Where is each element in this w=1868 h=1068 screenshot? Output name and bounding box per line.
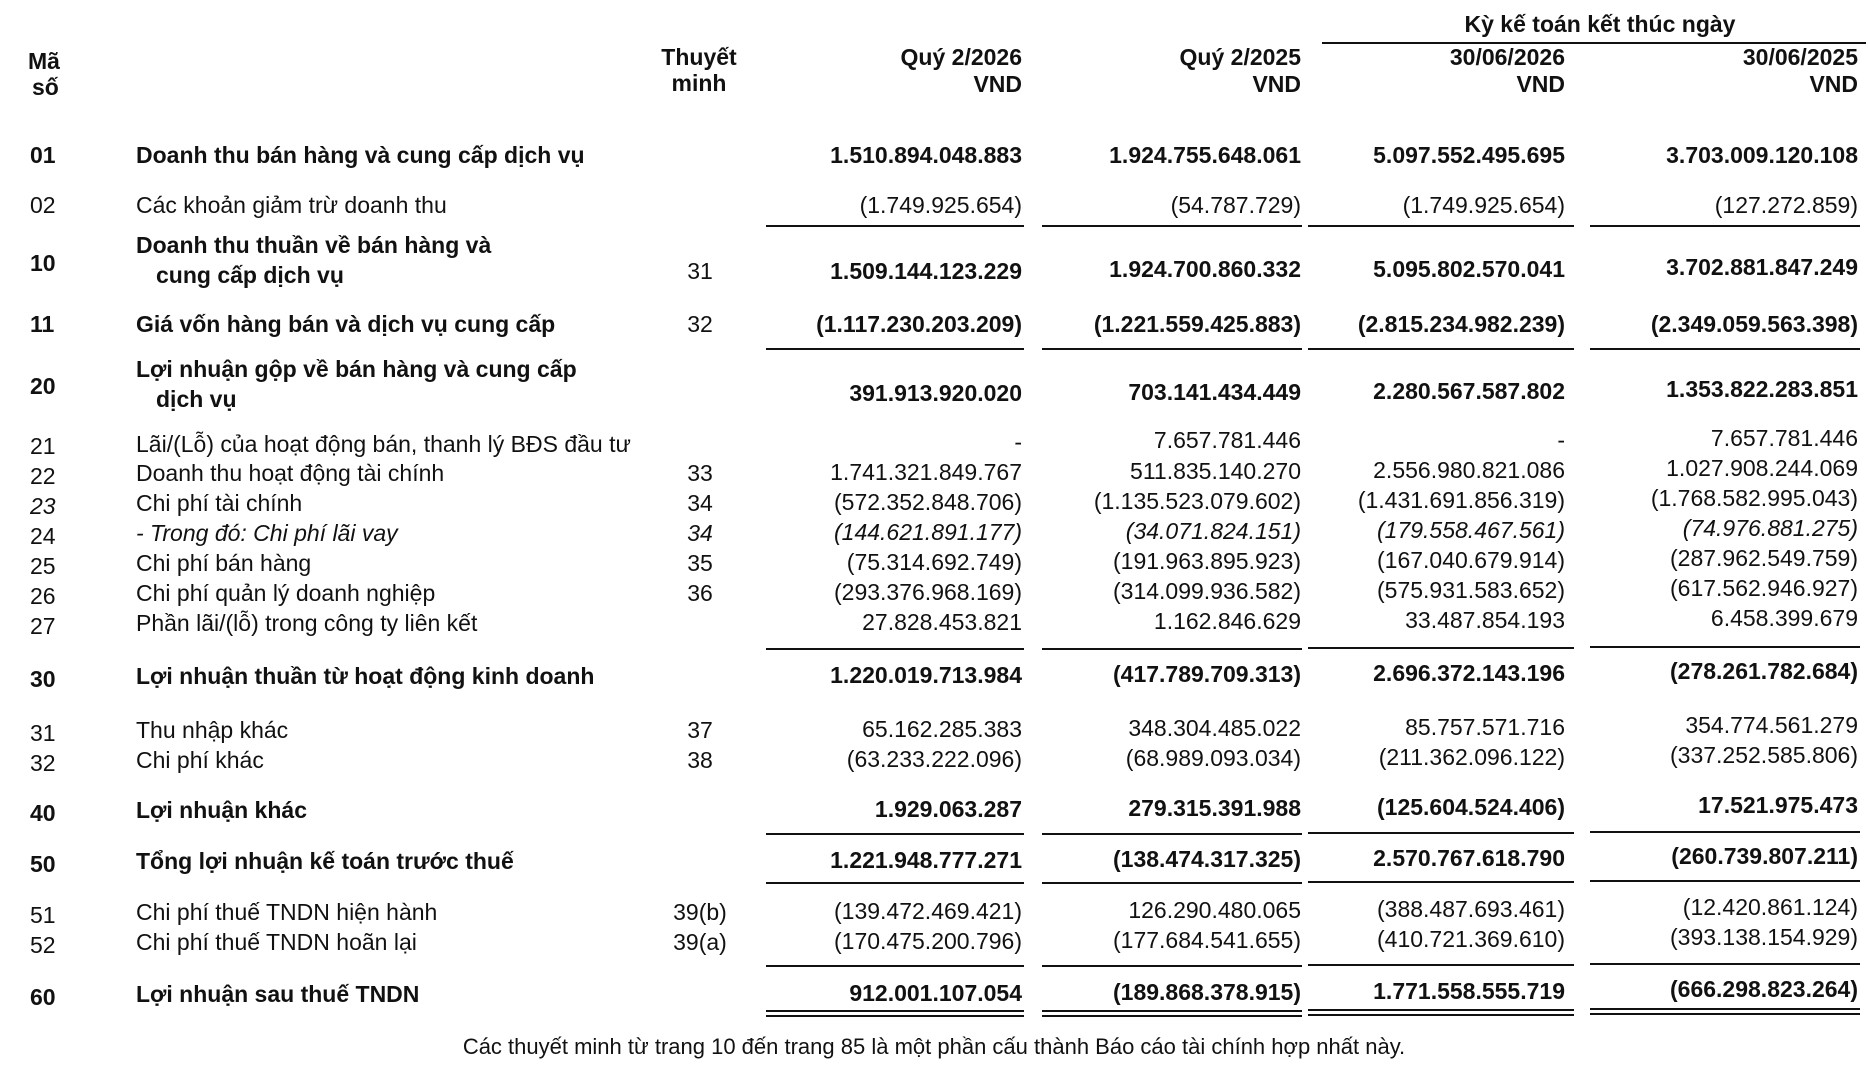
subtotal-rule — [1308, 348, 1574, 350]
row-code: 11 — [30, 311, 55, 337]
subtotal-rule — [766, 965, 1024, 967]
row-label: Chi phí thuế TNDN hiện hành — [136, 899, 438, 925]
subtotal-rule — [1308, 881, 1574, 883]
row-value-q2-2026: - — [1014, 429, 1022, 455]
row-label: - Trong đó: Chi phí lãi vay — [136, 520, 398, 546]
row-code: 27 — [30, 613, 56, 639]
row-value-q2-2025: (177.684.541.655) — [1113, 927, 1301, 953]
row-value-q2-2025: 279.315.391.988 — [1128, 795, 1301, 821]
row-code: 22 — [30, 463, 56, 489]
row-value-q2-2026: (170.475.200.796) — [834, 928, 1022, 954]
row-value-ytd-2025: (127.272.859) — [1714, 192, 1858, 218]
row-code: 26 — [30, 583, 56, 609]
row-code: 30 — [30, 666, 56, 692]
row-value-q2-2026: 1.220.019.713.984 — [830, 662, 1022, 688]
row-label: Các khoản giảm trừ doanh thu — [136, 192, 447, 218]
row-note: 34 — [687, 490, 713, 516]
row-value-q2-2025: (1.135.523.079.602) — [1093, 488, 1301, 514]
row-value-ytd-2026: 2.556.980.821.086 — [1373, 457, 1565, 483]
row-value-ytd-2026: (179.558.467.561) — [1377, 517, 1565, 543]
row-value-q2-2025: 348.304.485.022 — [1128, 715, 1301, 741]
row-value-q2-2025: (1.221.559.425.883) — [1093, 311, 1301, 337]
row-value-q2-2025: (191.963.895.923) — [1113, 548, 1301, 574]
row-value-ytd-2026: (211.362.096.122) — [1378, 744, 1565, 770]
row-value-q2-2026: (572.352.848.706) — [834, 489, 1022, 515]
subtotal-rule — [1042, 348, 1302, 350]
row-value-q2-2025: 511.835.140.270 — [1130, 458, 1301, 484]
row-label: Lợi nhuận khác — [136, 797, 307, 823]
row-code: 50 — [30, 851, 56, 877]
row-value-q2-2026: 1.509.144.123.229 — [830, 258, 1022, 284]
row-note: 39(a) — [673, 929, 727, 955]
row-value-q2-2026: 27.828.453.821 — [862, 609, 1022, 635]
row-label: Chi phí quản lý doanh nghiệp — [136, 580, 436, 606]
row-value-ytd-2025: (278.261.782.684) — [1670, 658, 1858, 684]
row-note: 38 — [687, 747, 713, 773]
header-note-line1: Thuyết — [661, 44, 737, 70]
row-value-q2-2026: 65.162.285.383 — [862, 716, 1022, 742]
row-note: 32 — [687, 311, 713, 337]
total-double-rule — [1042, 1010, 1302, 1017]
row-value-q2-2025: (54.787.729) — [1170, 192, 1301, 218]
row-value-ytd-2025: 354.774.561.279 — [1685, 712, 1858, 738]
header-currency-col1: VND — [973, 71, 1022, 97]
subtotal-rule — [766, 882, 1024, 884]
subtotal-rule — [766, 833, 1024, 835]
row-note: 34 — [687, 520, 713, 546]
row-value-ytd-2025: (666.298.823.264) — [1670, 976, 1858, 1002]
row-code: 25 — [30, 553, 56, 579]
row-value-q2-2025: 703.141.434.449 — [1128, 379, 1301, 405]
row-value-ytd-2025: 3.702.881.847.249 — [1666, 254, 1858, 280]
subtotal-rule — [1308, 647, 1574, 649]
row-value-q2-2026: 391.913.920.020 — [849, 380, 1022, 406]
row-value-q2-2026: 1.510.894.048.883 — [830, 142, 1022, 168]
row-label: Tổng lợi nhuận kế toán trước thuế — [136, 848, 514, 874]
total-double-rule — [1590, 1008, 1860, 1015]
row-label-line2: dịch vụ — [156, 386, 237, 412]
subtotal-rule — [1590, 880, 1860, 882]
row-code: 24 — [30, 523, 56, 549]
row-value-q2-2025: 126.290.480.065 — [1128, 897, 1301, 923]
row-value-ytd-2025: 17.521.975.473 — [1698, 792, 1858, 818]
row-value-ytd-2026: (1.431.691.856.319) — [1357, 487, 1565, 513]
row-note: 33 — [687, 460, 713, 486]
subtotal-rule — [1308, 832, 1574, 834]
row-value-q2-2026: (1.749.925.654) — [859, 192, 1022, 218]
total-double-rule — [766, 1010, 1024, 1017]
row-code: 51 — [30, 902, 56, 928]
row-code: 52 — [30, 932, 56, 958]
row-label: Phần lãi/(lỗ) trong công ty liên kết — [136, 610, 478, 636]
header-period-col2: Quý 2/2025 — [1179, 44, 1301, 70]
row-code: 01 — [30, 142, 56, 168]
row-value-ytd-2026: 85.757.571.716 — [1405, 714, 1565, 740]
row-value-ytd-2026: 2.280.567.587.802 — [1373, 378, 1565, 404]
header-code-line2: số — [32, 74, 59, 100]
row-value-ytd-2026: 5.097.552.495.695 — [1373, 142, 1565, 168]
subtotal-rule — [1590, 348, 1860, 350]
header-period-col4: 30/06/2025 — [1742, 44, 1858, 70]
row-value-q2-2026: 1.221.948.777.271 — [830, 847, 1022, 873]
subtotal-rule — [766, 225, 1024, 227]
total-double-rule — [1308, 1009, 1574, 1016]
subtotal-rule — [766, 348, 1024, 350]
row-code: 60 — [30, 984, 56, 1010]
row-value-q2-2025: 7.657.781.446 — [1153, 427, 1301, 453]
row-value-q2-2025: 1.162.846.629 — [1153, 608, 1301, 634]
row-label: Lợi nhuận gộp về bán hàng và cung cấp — [136, 356, 577, 382]
row-value-ytd-2025: (2.349.059.563.398) — [1650, 311, 1858, 337]
row-value-ytd-2025: (12.420.861.124) — [1682, 894, 1858, 920]
row-code: 23 — [30, 493, 56, 519]
row-label: Giá vốn hàng bán và dịch vụ cung cấp — [136, 311, 556, 337]
row-code: 10 — [30, 250, 56, 276]
row-value-q2-2026: (1.117.230.203.209) — [816, 311, 1022, 337]
row-value-ytd-2025: (287.962.549.759) — [1670, 545, 1858, 571]
row-value-ytd-2026: (167.040.679.914) — [1377, 547, 1565, 573]
row-value-q2-2025: 1.924.755.648.061 — [1109, 142, 1301, 168]
row-value-ytd-2026: - — [1557, 427, 1565, 453]
header-currency-col3: VND — [1516, 71, 1565, 97]
row-code: 21 — [30, 433, 56, 459]
row-value-ytd-2026: (388.487.693.461) — [1377, 896, 1565, 922]
row-value-q2-2025: (138.474.317.325) — [1113, 846, 1301, 872]
row-value-q2-2026: (63.233.222.096) — [846, 746, 1022, 772]
subtotal-rule — [1042, 882, 1302, 884]
row-value-ytd-2025: (337.252.585.806) — [1670, 742, 1858, 768]
row-value-ytd-2026: 2.696.372.143.196 — [1373, 660, 1565, 686]
row-label: Chi phí thuế TNDN hoãn lại — [136, 929, 417, 955]
row-value-ytd-2026: 5.095.802.570.041 — [1373, 256, 1565, 282]
subtotal-rule — [1042, 833, 1302, 835]
row-value-q2-2025: (314.099.936.582) — [1113, 578, 1301, 604]
row-value-q2-2025: (34.071.824.151) — [1125, 518, 1301, 544]
row-label: Chi phí tài chính — [136, 490, 303, 516]
row-value-ytd-2026: (575.931.583.652) — [1377, 577, 1565, 603]
subtotal-rule — [1042, 225, 1302, 227]
row-value-q2-2025: 1.924.700.860.332 — [1109, 256, 1301, 282]
row-note: 37 — [687, 717, 713, 743]
row-note: 31 — [687, 258, 713, 284]
row-label: Doanh thu thuần về bán hàng và — [136, 232, 492, 258]
row-label: Lợi nhuận thuần từ hoạt động kinh doanh — [136, 663, 595, 689]
row-value-q2-2026: (139.472.469.421) — [834, 898, 1022, 924]
row-label: Thu nhập khác — [136, 717, 289, 743]
row-note: 36 — [687, 580, 713, 606]
subtotal-rule — [1042, 965, 1302, 967]
row-value-ytd-2025: 6.458.399.679 — [1710, 605, 1858, 631]
row-label: Doanh thu hoạt động tài chính — [136, 460, 445, 486]
row-value-q2-2026: (293.376.968.169) — [834, 579, 1022, 605]
row-label: Doanh thu bán hàng và cung cấp dịch vụ — [136, 142, 585, 168]
subtotal-rule — [1590, 646, 1860, 648]
row-value-ytd-2025: 7.657.781.446 — [1710, 425, 1858, 451]
row-code: 20 — [30, 373, 56, 399]
subtotal-rule — [1590, 831, 1860, 833]
row-value-q2-2026: (75.314.692.749) — [846, 549, 1022, 575]
row-label-line2: cung cấp dịch vụ — [156, 262, 344, 288]
row-value-q2-2025: (68.989.093.034) — [1125, 745, 1301, 771]
header-note-line2: minh — [671, 70, 727, 96]
subtotal-rule — [1590, 963, 1860, 965]
row-value-ytd-2025: (393.138.154.929) — [1670, 924, 1858, 950]
row-code: 40 — [30, 800, 56, 826]
row-value-q2-2026: (144.621.891.177) — [834, 519, 1022, 545]
row-value-ytd-2026: (410.721.369.610) — [1377, 926, 1565, 952]
header-period-col3: 30/06/2026 — [1449, 44, 1565, 70]
row-value-q2-2026: 1.929.063.287 — [874, 796, 1022, 822]
subtotal-rule — [1308, 225, 1574, 227]
row-value-ytd-2025: (74.976.881.275) — [1682, 515, 1858, 541]
subtotal-rule — [766, 648, 1024, 650]
row-value-q2-2026: 912.001.107.054 — [849, 980, 1022, 1006]
row-value-ytd-2026: (1.749.925.654) — [1402, 192, 1565, 218]
row-code: 31 — [30, 720, 56, 746]
row-value-q2-2025: (189.868.378.915) — [1113, 979, 1301, 1005]
row-note: 39(b) — [673, 899, 727, 925]
row-label: Chi phí khác — [136, 747, 264, 773]
header-code-line1: Mã — [28, 48, 60, 74]
row-code: 32 — [30, 750, 56, 776]
row-value-ytd-2026: 1.771.558.555.719 — [1373, 978, 1565, 1004]
row-value-ytd-2025: (1.768.582.995.043) — [1650, 485, 1858, 511]
row-code: 02 — [30, 192, 56, 218]
row-value-ytd-2026: (125.604.524.406) — [1377, 794, 1565, 820]
row-value-ytd-2025: 1.027.908.244.069 — [1666, 455, 1858, 481]
row-label: Lãi/(Lỗ) của hoạt động bán, thanh lý BĐS đầu tư — [136, 431, 631, 457]
subtotal-rule — [1042, 648, 1302, 650]
subtotal-rule — [1308, 964, 1574, 966]
row-value-q2-2026: 1.741.321.849.767 — [830, 459, 1022, 485]
row-value-ytd-2026: (2.815.234.982.239) — [1357, 311, 1565, 337]
header-period-col1: Quý 2/2026 — [900, 44, 1022, 70]
row-value-ytd-2025: 1.353.822.283.851 — [1666, 376, 1858, 402]
footnote: Các thuyết minh từ trang 10 đến trang 85 là một phần cấu thành Báo cáo tài chính hợp nhất này. — [462, 1034, 1406, 1059]
row-value-ytd-2025: (617.562.946.927) — [1670, 575, 1858, 601]
row-value-ytd-2025: (260.739.807.211) — [1671, 843, 1858, 869]
row-value-ytd-2026: 33.487.854.193 — [1405, 607, 1565, 633]
row-note: 35 — [687, 550, 713, 576]
row-label: Lợi nhuận sau thuế TNDN — [136, 981, 420, 1007]
header-currency-col4: VND — [1809, 71, 1858, 97]
row-value-ytd-2025: 3.703.009.120.108 — [1666, 142, 1858, 168]
header-currency-col2: VND — [1252, 71, 1301, 97]
row-value-q2-2025: (417.789.709.313) — [1113, 661, 1301, 687]
row-value-ytd-2026: 2.570.767.618.790 — [1373, 845, 1565, 871]
header-group-title: Kỳ kế toán kết thúc ngày — [1464, 11, 1736, 37]
row-label: Chi phí bán hàng — [136, 550, 312, 576]
subtotal-rule — [1590, 225, 1860, 227]
